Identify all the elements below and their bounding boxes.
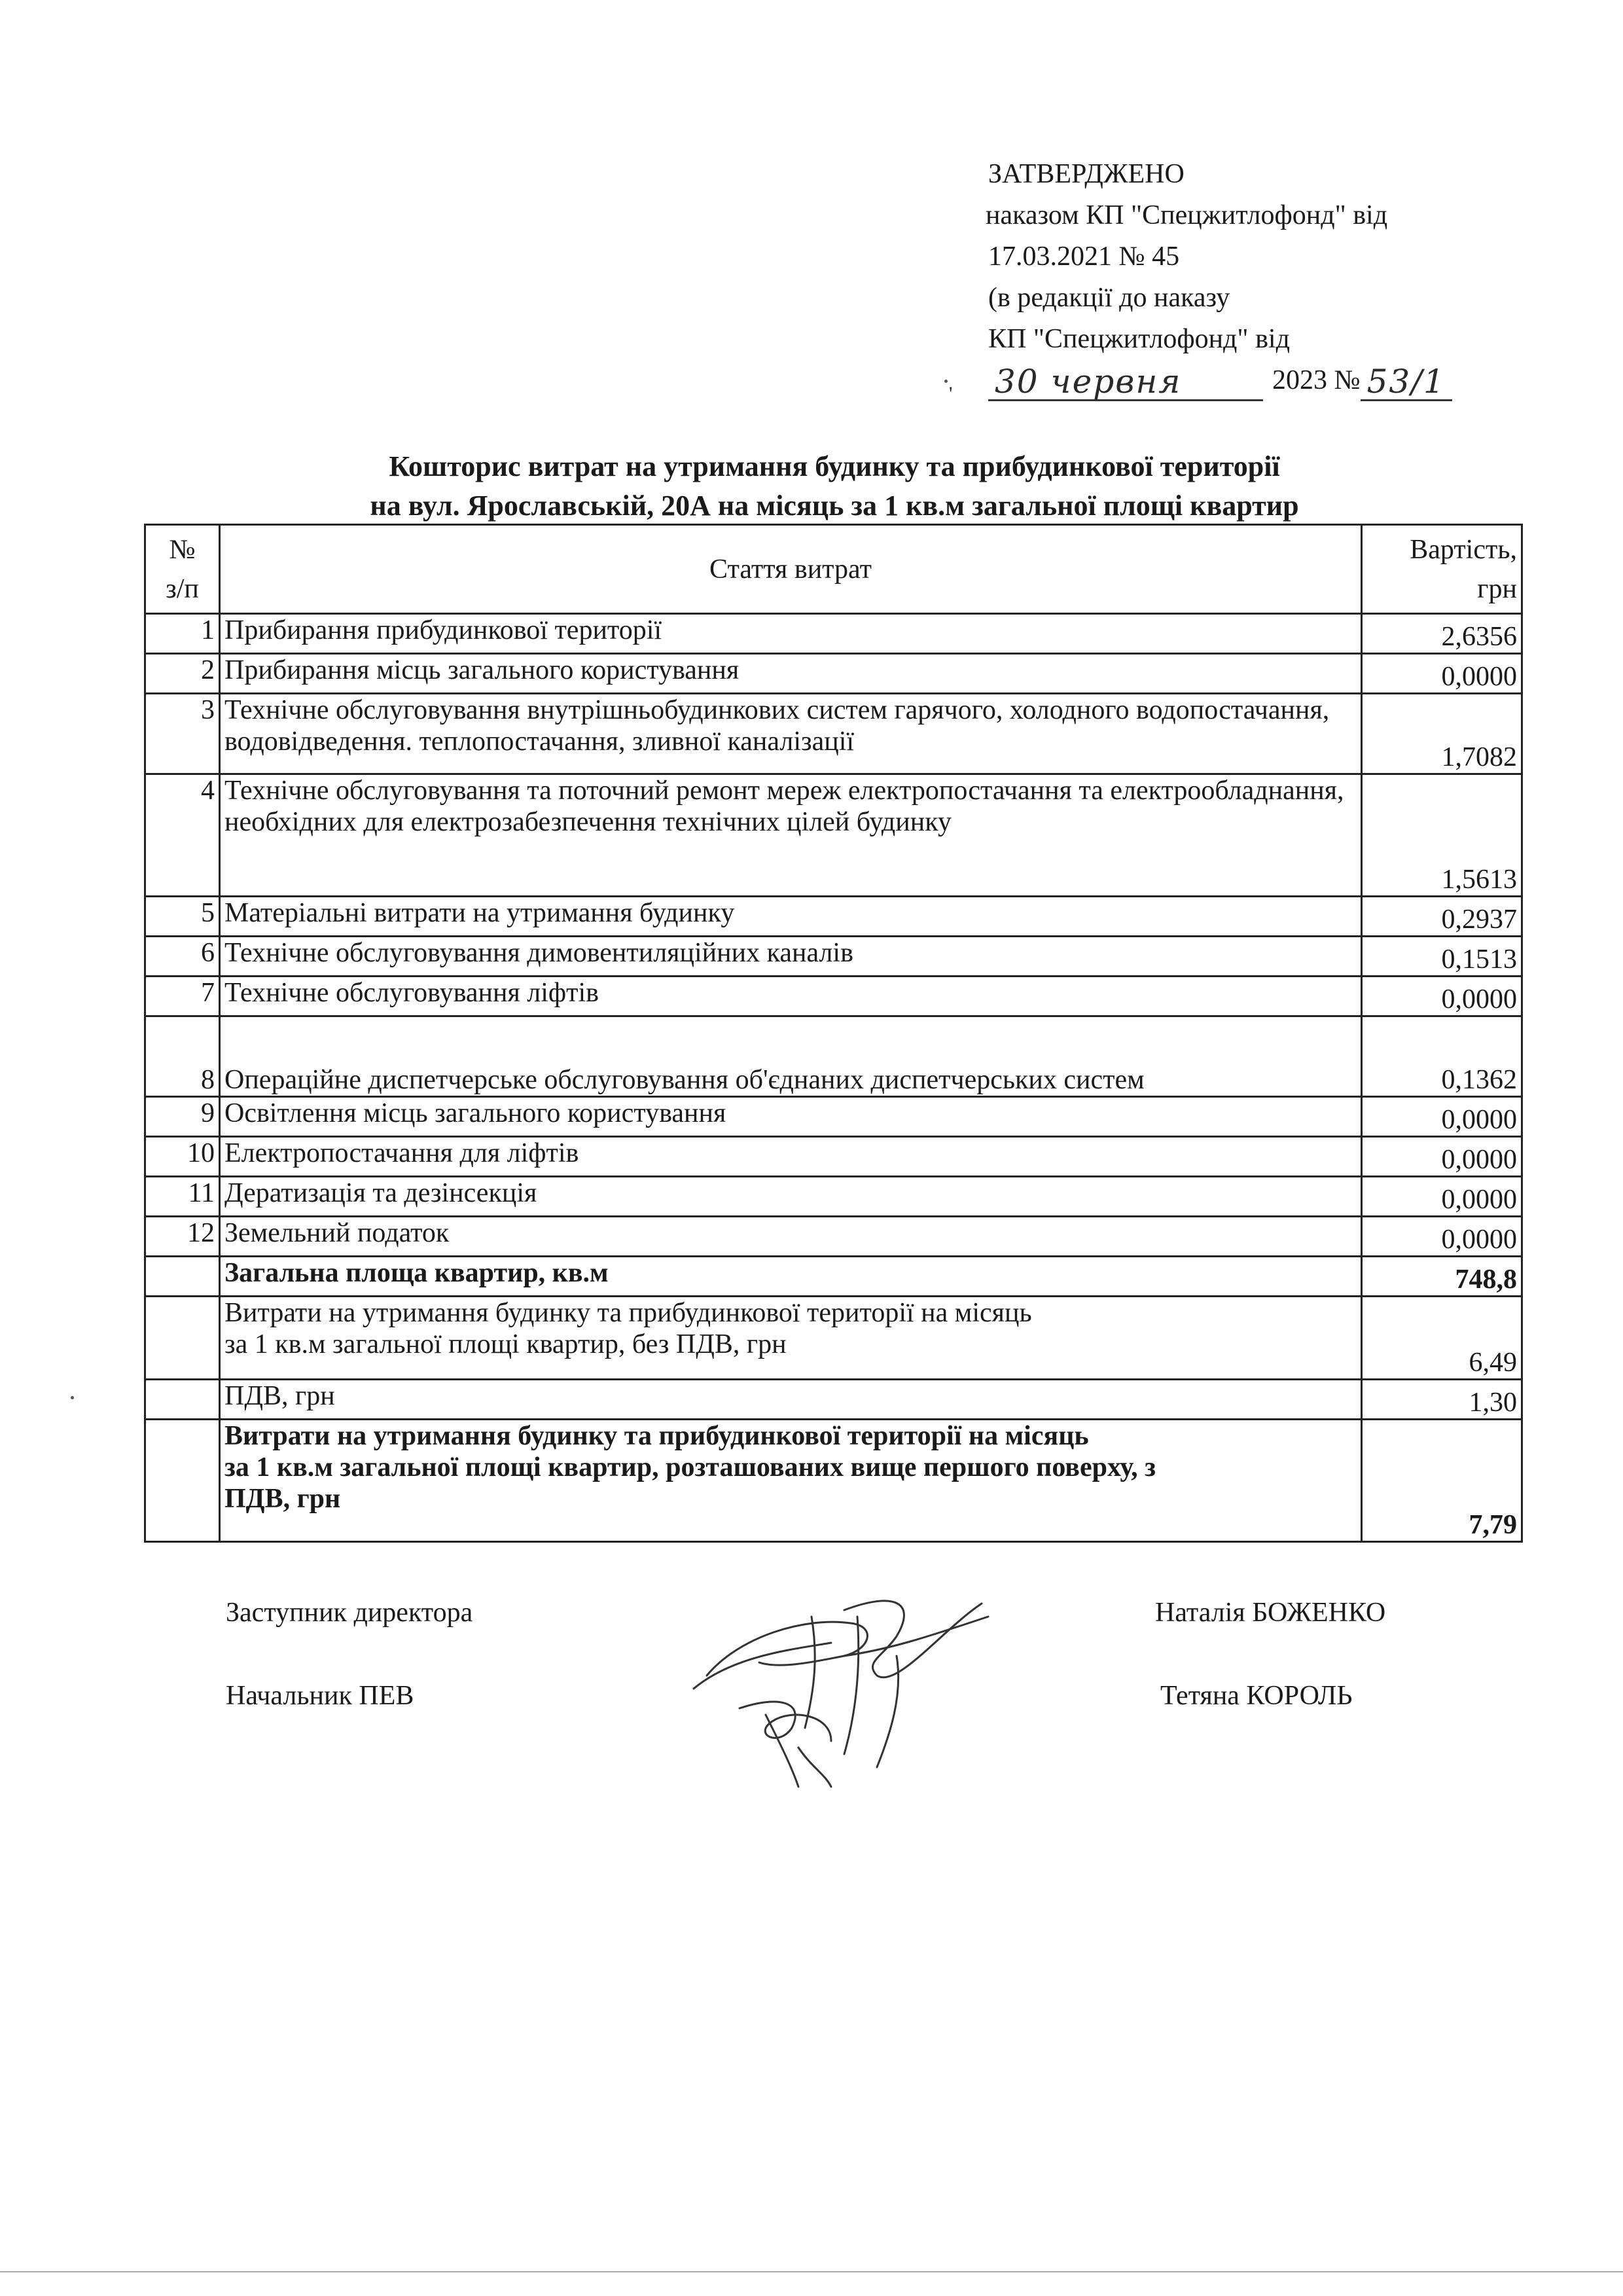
table-header-row [145, 525, 1522, 614]
row-item: Технічне обслуговування димовентиляційних каналів [220, 937, 1362, 977]
cost-no-vat-row [145, 1297, 1522, 1380]
table-row [145, 694, 1522, 774]
vat-value: 1,30 [1362, 1380, 1522, 1420]
row-num: 7 [145, 977, 220, 1016]
vat-row [145, 1380, 1522, 1420]
row-item: Технічне обслуговування та поточний ремонт мереж електропостачання та електрообладнання, необхідних для електрозабезпечення технічних цілей будинку [220, 774, 1362, 897]
title-line-1: Кошторис витрат на утримання будинку та прибудинкової території [389, 450, 1280, 482]
approval-order-line: наказом КП "Спецжитлофонд" від [986, 200, 1388, 230]
row-item: Операційне диспетчерське обслуговування об'єднаних диспетчерських систем [220, 1016, 1362, 1097]
row-item: Прибирання місць загального користування [220, 654, 1362, 694]
row-num: 6 [145, 937, 220, 977]
table-row [145, 897, 1522, 937]
handwritten-mark: ' [949, 383, 953, 404]
cost-no-vat-label: Витрати на утримання будинку та прибудинкової території на місяць за 1 кв.м загальної площі квартир, без ПДВ, грн [220, 1297, 1362, 1380]
row-num: 8 [145, 1016, 220, 1097]
cost-table [144, 524, 1523, 1543]
signer-position: Заступник директора [226, 1598, 473, 1628]
header-num: № з/п [145, 525, 220, 614]
table-row [145, 614, 1522, 654]
row-num: 9 [145, 1097, 220, 1137]
total-area-value: 748,8 [1362, 1257, 1522, 1297]
table-row [145, 1217, 1522, 1257]
row-item: Технічне обслуговування внутрішньобудинкових систем гарячого, холодного водопостачання, водовідведення. теплопостачання, зливної каналізації [220, 694, 1362, 774]
signer-position: Начальник ПЕВ [226, 1681, 414, 1711]
header-value: Вартість, грн [1362, 525, 1522, 614]
row-item: Дератизація та дезінсекція [220, 1177, 1362, 1217]
row-num: 5 [145, 897, 220, 937]
row-num: 2 [145, 654, 220, 694]
approval-order-date: 17.03.2021 № 45 [988, 242, 1180, 272]
signer-name: Тетяна КОРОЛЬ [1160, 1681, 1353, 1711]
table-row [145, 1137, 1522, 1177]
row-num: 11 [145, 1177, 220, 1217]
cost-with-vat-row [145, 1420, 1522, 1542]
row-item: Технічне обслуговування ліфтів [220, 977, 1362, 1016]
row-num: 10 [145, 1137, 220, 1177]
signatures-block [226, 1597, 1469, 1763]
table-row [145, 937, 1522, 977]
row-item: Земельний податок [220, 1217, 1362, 1257]
total-area-row [145, 1257, 1522, 1297]
signature-row [226, 1680, 1469, 1763]
approval-heading: ЗАТВЕРДЖЕНО [988, 159, 1185, 189]
row-value: 0,0000 [1362, 1217, 1522, 1257]
revision-year: 2023 № [1272, 365, 1361, 395]
row-num: 3 [145, 694, 220, 774]
row-value: 1,5613 [1362, 774, 1522, 897]
row-item: Прибирання прибудинкової території [220, 614, 1362, 654]
row-value: 2,6356 [1362, 614, 1522, 654]
row-value: 1,7082 [1362, 694, 1522, 774]
row-item: Електропостачання для ліфтів [220, 1137, 1362, 1177]
table-row [145, 1177, 1522, 1217]
row-value: 0,0000 [1362, 654, 1522, 694]
signature-row [226, 1597, 1469, 1680]
table-row [145, 1097, 1522, 1137]
cost-no-vat-value: 6,49 [1362, 1297, 1522, 1380]
cost-with-vat-label: Витрати на утримання будинку та прибудинкової території на місяць за 1 кв.м загальної площі квартир, розташованих вище першого поверху, з ПДВ, грн [220, 1420, 1362, 1542]
cost-with-vat-value: 7,79 [1362, 1420, 1522, 1542]
row-value: 0,0000 [1362, 977, 1522, 1016]
document-title [144, 447, 1525, 526]
row-item: Освітлення місць загального користування [220, 1097, 1362, 1137]
row-value: 0,0000 [1362, 1097, 1522, 1137]
approval-block [949, 154, 1452, 404]
handwritten-order-number: 53/1 [1361, 364, 1452, 401]
row-value: 0,1362 [1362, 1016, 1522, 1097]
scan-edge-line [0, 2271, 1623, 2272]
table-row [145, 654, 1522, 694]
row-item: Матеріальні витрати на утримання будинку [220, 897, 1362, 937]
row-num: 1 [145, 614, 220, 654]
approval-revision-note: (в редакції до наказу [988, 283, 1230, 313]
signer-name: Наталія БОЖЕНКО [1155, 1598, 1386, 1628]
approval-revision-date [949, 360, 1452, 404]
table-row [145, 977, 1522, 1016]
table-row [145, 774, 1522, 897]
title-line-2: на вул. Ярославській, 20А на місяць за 1 кв.м загальної площі квартир [370, 490, 1299, 522]
scan-speck [944, 380, 948, 383]
table-row [145, 1016, 1522, 1097]
row-value: 0,0000 [1362, 1137, 1522, 1177]
approval-revision-org: КП "Спецжитлофонд" від [988, 324, 1290, 354]
row-num: 12 [145, 1217, 220, 1257]
vat-label: ПДВ, грн [220, 1380, 1362, 1420]
row-value: 0,1513 [1362, 937, 1522, 977]
row-num: 4 [145, 774, 220, 897]
row-value: 0,2937 [1362, 897, 1522, 937]
row-value: 0,0000 [1362, 1177, 1522, 1217]
total-area-label: Загальна площа квартир, кв.м [220, 1257, 1362, 1297]
handwritten-date: 30 червня [988, 364, 1263, 401]
header-item: Стаття витрат [220, 525, 1362, 614]
scan-speck [71, 1396, 74, 1399]
